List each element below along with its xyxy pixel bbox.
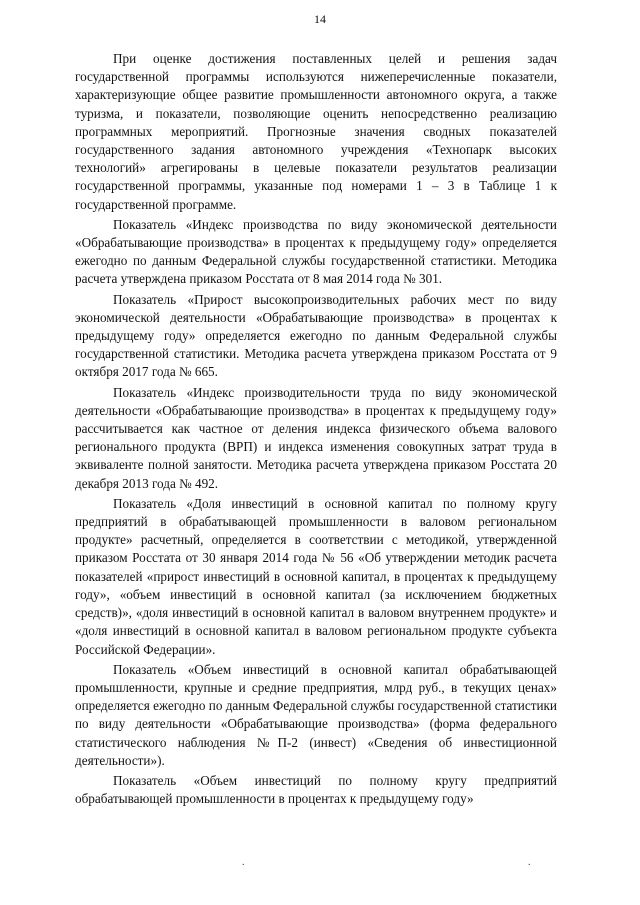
paragraph-investment-growth: Показатель «Объем инвестиций по полному кругу предприятий обрабатывающей промышленности в процентах к предыдущему году» bbox=[75, 772, 557, 807]
paragraph-investment-share: Показатель «Доля инвестиций в основной капитал по полному кругу предприятий в обрабатывающей промышленности в валовом региональном продукте» расчетный, определяется в соответствии с методикой, утвержденной приказом Росстата от 30 января 2014 года № 56 «Об утверждении методик расчета показателей «прирост инвестиций в основной капитал, в процентах к предыдущему году», «объем инвестиций в основной капитал (за исключением бюджетных средств)», «доля инвестиций в основной капитал в валовом внутреннем продукте» и «доля инвестиций в основной капитал в валовом региональном продукте субъекта Российской Федерации». bbox=[75, 495, 557, 657]
paragraph-labor-productivity-index: Показатель «Индекс производительности труда по виду экономической деятельности «Обрабатывающие производства» в процентах к предыдущему году» рассчитывается как частное от деления индекса физического объема валового регионального продукта (ВРП) и индекса изменения совокупных затрат труда в эквиваленте полной занятости. Методика расчета утверждена приказом Росстата 20 декабря 2013 года № 492. bbox=[75, 384, 557, 491]
footer-mark: . bbox=[528, 857, 531, 868]
paragraph-production-index: Показатель «Индекс производства по виду экономической деятельности «Обрабатывающие производства» в процентах к предыдущему году» определяется ежегодно по данным Федеральной службы государственной статистики. Методика расчета утверждена приказом Росстата от 8 мая 2014 года № 301. bbox=[75, 216, 557, 287]
footer-mark: . bbox=[242, 857, 245, 868]
page-number: 14 bbox=[314, 12, 326, 26]
paragraph-investment-volume: Показатель «Объем инвестиций в основной капитал обрабатывающей промышленности, крупные и средние предприятия, млрд руб., в текущих ценах» определяется ежегодно по данным Федеральной службы государственной статистики по виду деятельности «Обрабатывающие производства» (форма федерального статистического наблюдения №П-2 (инвест) «Сведения об инвестиционной деятельности»). bbox=[75, 661, 557, 768]
paragraph-high-productivity-jobs: Показатель «Прирост высокопроизводительных рабочих мест по виду экономической деятельности «Обрабатывающие производства» в процентах к предыдущему году» определяется ежегодно по данным Федеральной службы государственной статистики. Методика расчета утверждена приказом Росстата от 9 октября 2017 года № 665. bbox=[75, 291, 557, 380]
document-body bbox=[75, 50, 557, 810]
paragraph-indicators-intro: При оценке достижения поставленных целей и решения задач государственной программы используются нижеперечисленные показатели, характеризующие общее развитие промышленности автономного округа, а также туризма, и показатели, позволяющие оценить непосредственно реализацию программных мероприятий. Прогнозные значения сводных показателей государственного задания автономного учреждения «Технопарк высоких технологий» агрегированы в целевые показатели результатов реализации государственной программы, указанные под номерами 1 – 3 в Таблице 1 к государственной программе. bbox=[75, 51, 557, 212]
